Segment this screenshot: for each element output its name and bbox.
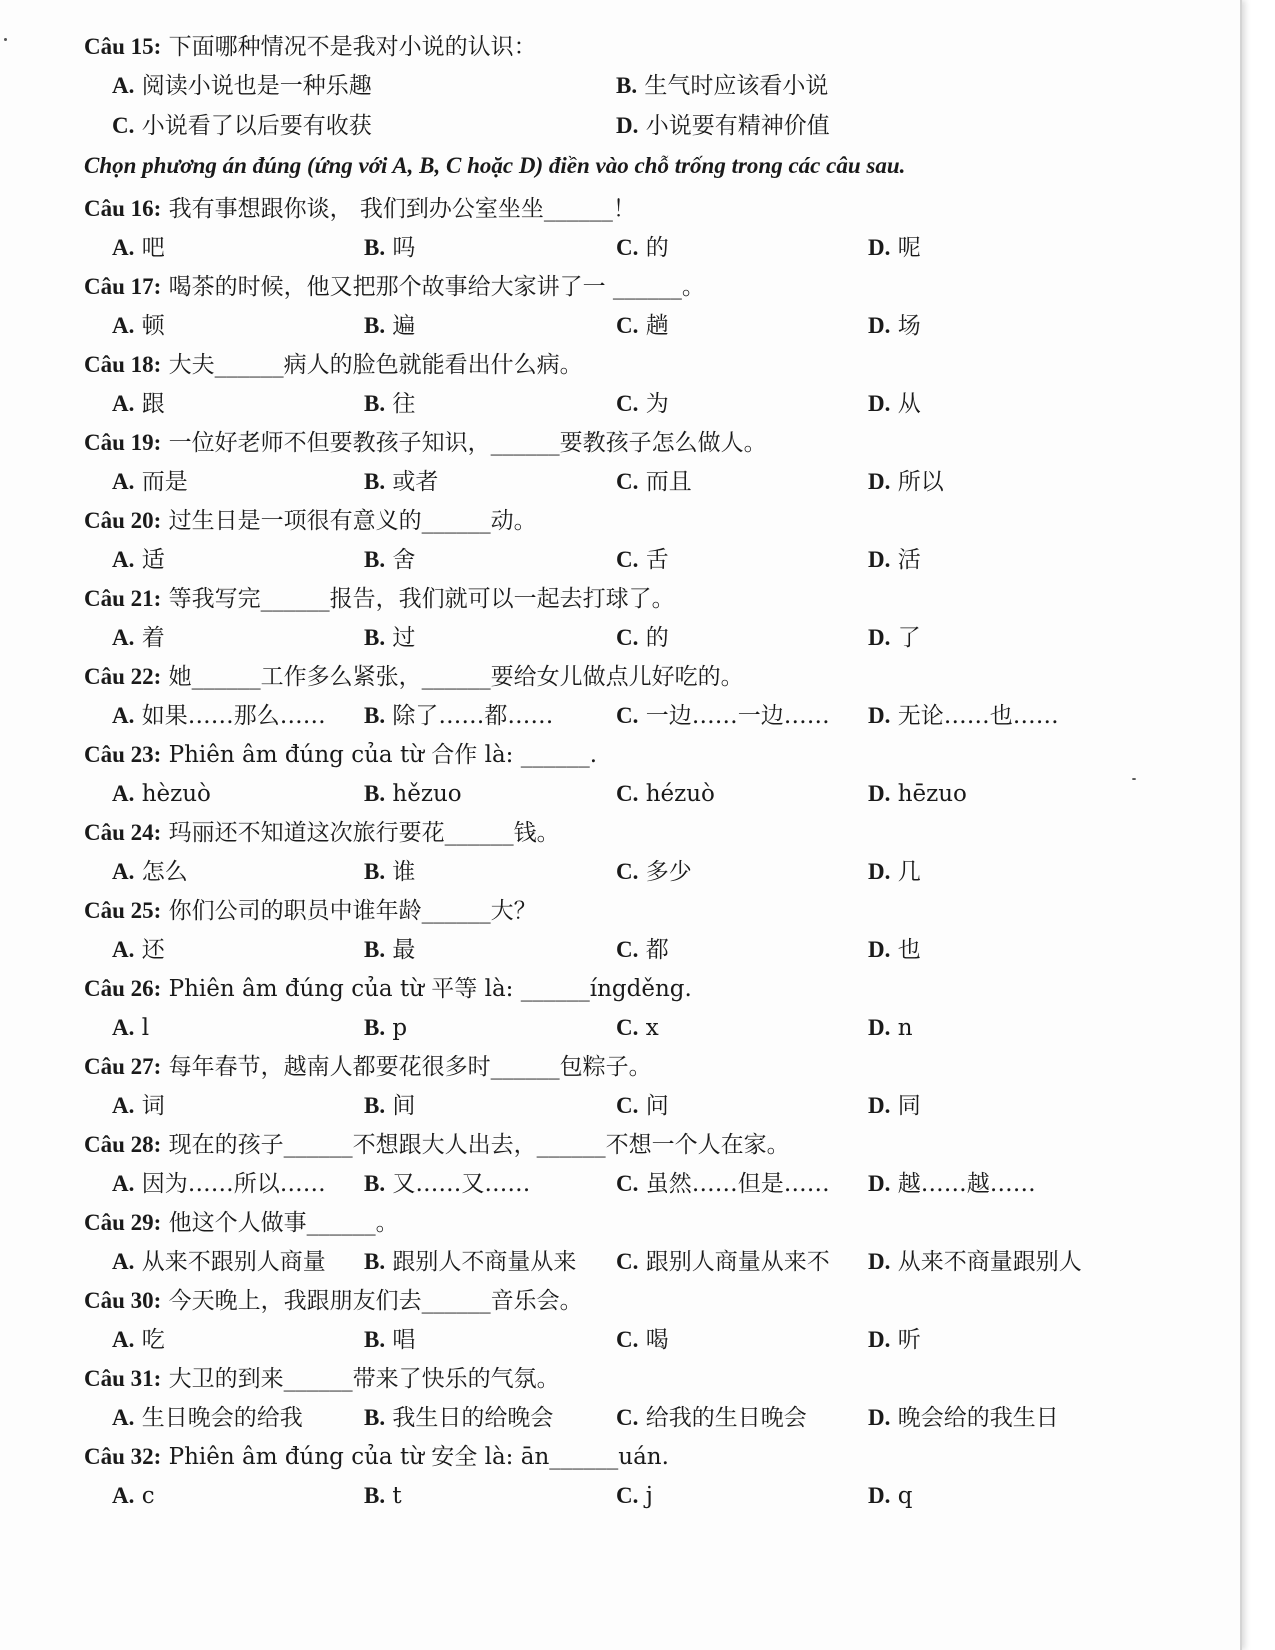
option-b: B. t: [364, 1483, 402, 1509]
section-instruction: Chọn phương án đúng (ứng với A, B, C hoặc D) điền vào chỗ trống trong các câu sau.: [84, 153, 906, 178]
option-c: C. 跟别人商量从来不: [616, 1249, 830, 1275]
exam-content: [84, 30, 1214, 1518]
option-d: D. q: [868, 1483, 913, 1509]
question-text: 大卫的到来______带来了快乐的气氛。: [161, 1366, 560, 1392]
question-text: 每年春节，越南人都要花很多时______包粽子。: [161, 1054, 652, 1080]
option-a: A. 吃: [112, 1327, 165, 1353]
option-c: C. 一边……一边……: [616, 703, 830, 729]
option-b: B. 除了……都……: [364, 703, 554, 729]
question-stem: [84, 426, 1214, 464]
option-b: B. 遍: [364, 313, 416, 339]
option-c: C. 多少: [616, 859, 692, 885]
question-stem: [84, 1050, 1214, 1088]
options-row: [84, 308, 1214, 348]
option-b: B. 间: [364, 1093, 416, 1119]
option-c: C. 的: [616, 235, 669, 261]
question-text: 一位好老师不但要教孩子知识，______要教孩子怎么做人。: [161, 430, 767, 456]
option-a: A. 因为……所以……: [112, 1171, 326, 1197]
question-text: 过生日是一项很有意义的______动。: [161, 508, 537, 534]
option-a: A. 阅读小说也是一种乐趣: [112, 73, 372, 99]
question-text: Phiên âm đúng của từ 合作 là: ______.: [161, 742, 598, 768]
question-label: Câu 32:: [84, 1444, 162, 1469]
option-a: A. 如果……那么……: [112, 703, 326, 729]
question-text: 喝茶的时候，他又把那个故事给大家讲了一 ______。: [161, 274, 705, 300]
question-stem: [84, 270, 1214, 308]
question: [84, 1128, 1214, 1206]
question-text: 下面哪种情况不是我对小说的认识：: [161, 34, 537, 60]
option-c: C. 小说看了以后要有收获: [112, 113, 372, 139]
option-d: D. 几: [868, 859, 921, 885]
question-stem: [84, 1440, 1214, 1478]
option-d: D. 听: [868, 1327, 921, 1353]
option-d: D. 从来不商量跟别人: [868, 1249, 1082, 1275]
question-stem: [84, 30, 1214, 68]
option-d: D. 了: [868, 625, 921, 651]
question-text: 你们公司的职员中谁年龄______大？: [161, 898, 537, 924]
question-text: 我有事想跟你谈， 我们到办公室坐坐______！: [161, 196, 636, 222]
question-label: Câu 30:: [84, 1288, 162, 1313]
scan-speck: [4, 38, 7, 41]
option-b: B. 谁: [364, 859, 416, 885]
option-d: D. 无论……也……: [868, 703, 1059, 729]
option-c: C. x: [616, 1015, 659, 1041]
question-label: Câu 16:: [84, 196, 162, 221]
question-stem: [84, 504, 1214, 542]
option-a: A. 跟: [112, 391, 165, 417]
options-row: [84, 1088, 1214, 1128]
option-d: D. n: [868, 1015, 913, 1041]
question-label: Câu 22:: [84, 664, 162, 689]
question-stem: [84, 582, 1214, 620]
options-row: [84, 1322, 1214, 1362]
option-c: C. 而且: [616, 469, 692, 495]
question-label: Câu 25:: [84, 898, 162, 923]
question-stem: [84, 348, 1214, 386]
question-stem: [84, 1128, 1214, 1166]
option-b: B. 过: [364, 625, 416, 651]
question-stem: [84, 972, 1214, 1010]
question: [84, 738, 1214, 816]
option-d: D. 场: [868, 313, 921, 339]
question-15: [84, 30, 1214, 148]
options-row: [84, 230, 1214, 270]
option-d: D. 同: [868, 1093, 921, 1119]
question-label: Câu 24:: [84, 820, 162, 845]
options-row: [84, 1478, 1214, 1518]
question-text: 他这个人做事______。: [161, 1210, 399, 1236]
question-text: 等我写完______报告，我们就可以一起去打球了。: [161, 586, 675, 612]
option-a: A. 词: [112, 1093, 165, 1119]
option-a: A. hèzuò: [112, 781, 211, 807]
question-text: 玛丽还不知道这次旅行要花______钱。: [161, 820, 560, 846]
option-b: B. 又……又……: [364, 1171, 531, 1197]
question: [84, 1206, 1214, 1284]
question-text: Phiên âm đúng của từ 平等 là: ______íngděng.: [161, 976, 692, 1002]
question-label: Câu 29:: [84, 1210, 162, 1235]
question-text: 现在的孩子______不想跟大人出去，______不想一个人在家。: [161, 1132, 790, 1158]
option-c: C. 给我的生日晚会: [616, 1405, 807, 1431]
option-d: D. 呢: [868, 235, 921, 261]
question: [84, 1362, 1214, 1440]
question-label: Câu 26:: [84, 976, 162, 1001]
question-stem: [84, 192, 1214, 230]
question-label: Câu 20:: [84, 508, 162, 533]
question-label: Câu 17:: [84, 274, 162, 299]
question-label: Câu 19:: [84, 430, 162, 455]
question-text: 她______工作多么紧张，______要给女儿做点儿好吃的。: [161, 664, 744, 690]
options-row: [84, 1166, 1214, 1206]
question-text: Phiên âm đúng của từ 安全 là: ān______uán.: [161, 1444, 669, 1470]
options-row: [84, 932, 1214, 972]
option-a: A. 生日晚会的给我: [112, 1405, 303, 1431]
options-row: [84, 698, 1214, 738]
question-stem: [84, 1284, 1214, 1322]
option-a: A. 顿: [112, 313, 165, 339]
options-row: [84, 108, 1214, 148]
option-b: B. 舍: [364, 547, 416, 573]
option-d: D. 从: [868, 391, 921, 417]
question-label: Câu 31:: [84, 1366, 162, 1391]
options-row: [84, 1244, 1214, 1284]
question: [84, 1050, 1214, 1128]
question-text: 今天晚上，我跟朋友们去______音乐会。: [161, 1288, 583, 1314]
option-c: C. 为: [616, 391, 669, 417]
option-b: B. 最: [364, 937, 416, 963]
question-stem: [84, 1362, 1214, 1400]
option-b: B. hězuo: [364, 781, 462, 807]
options-row: [84, 1010, 1214, 1050]
question-stem: [84, 1206, 1214, 1244]
question: [84, 192, 1214, 270]
question-stem: [84, 660, 1214, 698]
option-b: B. 我生日的给晚会: [364, 1405, 554, 1431]
option-c: C. 舌: [616, 547, 669, 573]
option-a: A. 怎么: [112, 859, 188, 885]
option-b: B. 或者: [364, 469, 439, 495]
option-d: D. hēzuo: [868, 781, 967, 807]
question-label: Câu 18:: [84, 352, 162, 377]
question-label: Câu 23:: [84, 742, 162, 767]
question-label: Câu 21:: [84, 586, 162, 611]
question: [84, 660, 1214, 738]
option-d: D. 也: [868, 937, 921, 963]
option-a: A. 吧: [112, 235, 165, 261]
question: [84, 504, 1214, 582]
option-d: D. 越……越……: [868, 1171, 1036, 1197]
question: [84, 816, 1214, 894]
option-c: C. 趟: [616, 313, 669, 339]
question: [84, 348, 1214, 426]
option-b: B. 吗: [364, 235, 416, 261]
question: [84, 972, 1214, 1050]
option-d: D. 小说要有精神价值: [616, 113, 830, 139]
options-row: [84, 542, 1214, 582]
option-a: A. 还: [112, 937, 165, 963]
option-c: C. j: [616, 1483, 653, 1509]
option-d: D. 所以: [868, 469, 944, 495]
option-c: C. 喝: [616, 1327, 669, 1353]
question-stem: [84, 816, 1214, 854]
question-label: Câu 28:: [84, 1132, 162, 1157]
question-list: [84, 192, 1214, 1518]
option-a: A. 而是: [112, 469, 188, 495]
option-c: C. 都: [616, 937, 669, 963]
option-c: C. hézuò: [616, 781, 715, 807]
option-a: A. 适: [112, 547, 165, 573]
option-d: D. 晚会给的我生日: [868, 1405, 1059, 1431]
option-a: A. 着: [112, 625, 165, 651]
option-c: C. 虽然……但是……: [616, 1171, 830, 1197]
option-b: B. 唱: [364, 1327, 416, 1353]
question: [84, 582, 1214, 660]
option-a: A. 从来不跟别人商量: [112, 1249, 326, 1275]
question: [84, 1440, 1214, 1518]
question: [84, 270, 1214, 348]
option-b: B. 往: [364, 391, 416, 417]
question-stem: [84, 738, 1214, 776]
option-a: A. l: [112, 1015, 150, 1041]
question-text: 大夫______病人的脸色就能看出什么病。: [161, 352, 583, 378]
question: [84, 1284, 1214, 1362]
options-row: [84, 620, 1214, 660]
question-stem: [84, 894, 1214, 932]
options-row: [84, 776, 1214, 816]
option-b: B. 跟别人不商量从来: [364, 1249, 577, 1275]
question: [84, 426, 1214, 504]
question-label: Câu 27:: [84, 1054, 162, 1079]
question-label: Câu 15:: [84, 34, 162, 59]
options-row: [84, 68, 1214, 108]
options-row: [84, 464, 1214, 504]
options-row: [84, 854, 1214, 894]
option-d: D. 活: [868, 547, 921, 573]
question: [84, 894, 1214, 972]
option-c: C. 的: [616, 625, 669, 651]
option-b: B. 生气时应该看小说: [616, 73, 829, 99]
option-b: B. p: [364, 1015, 408, 1041]
option-a: A. c: [112, 1483, 155, 1509]
option-c: C. 问: [616, 1093, 669, 1119]
options-row: [84, 386, 1214, 426]
options-row: [84, 1400, 1214, 1440]
